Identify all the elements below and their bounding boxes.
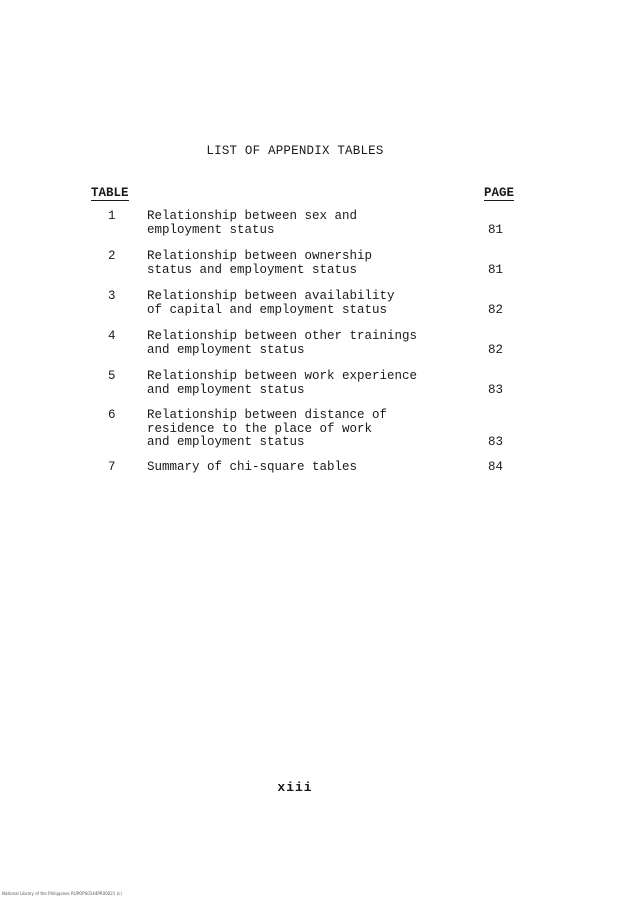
entry-line: Relationship between availability bbox=[147, 289, 395, 303]
entry-description bbox=[147, 330, 467, 357]
entry-page: 82 bbox=[488, 303, 504, 317]
entry-line: Relationship between other trainings bbox=[147, 329, 418, 343]
entry-description bbox=[147, 210, 467, 237]
entry-description bbox=[147, 370, 467, 397]
entry-line: Relationship between sex and bbox=[147, 209, 358, 223]
entry-page: 81 bbox=[488, 263, 504, 277]
page-title: LIST OF APPENDIX TABLES bbox=[206, 144, 384, 158]
entry-description bbox=[147, 461, 467, 475]
entry-number: 3 bbox=[108, 289, 116, 303]
entry-number: 2 bbox=[108, 249, 116, 263]
page-number: xiii bbox=[277, 780, 313, 795]
entry-page: 84 bbox=[488, 460, 504, 474]
entry-page: 82 bbox=[488, 343, 504, 357]
entry-description bbox=[147, 290, 467, 317]
entry-line: Relationship between distance of bbox=[147, 408, 388, 422]
entry-line: status and employment status bbox=[147, 262, 358, 277]
entry-line: and employment status bbox=[147, 382, 305, 397]
entry-line: employment status bbox=[147, 222, 275, 237]
entry-line: and employment status bbox=[147, 435, 305, 449]
page-column-header: PAGE bbox=[484, 186, 515, 200]
entry-line: Relationship between work experience bbox=[147, 369, 418, 383]
entry-description bbox=[147, 250, 467, 277]
entry-page: 83 bbox=[488, 435, 504, 449]
entry-line: of capital and employment status bbox=[147, 302, 388, 317]
entry-description bbox=[147, 409, 467, 450]
entry-page: 83 bbox=[488, 383, 504, 397]
entry-number: 7 bbox=[108, 460, 116, 474]
entry-page: 81 bbox=[488, 223, 504, 237]
entry-line: Relationship between ownership bbox=[147, 249, 373, 263]
table-column-header: TABLE bbox=[91, 186, 129, 200]
entry-line: Summary of chi-square tables bbox=[147, 460, 358, 474]
archive-footer-note: National Library of the Philippines RUPOPS0144PR00021 (c) bbox=[2, 891, 122, 896]
entry-line: residence to the place of work bbox=[147, 421, 373, 436]
entry-line: and employment status bbox=[147, 342, 305, 357]
entry-number: 1 bbox=[108, 209, 116, 223]
entry-number: 4 bbox=[108, 329, 116, 343]
entry-number: 5 bbox=[108, 369, 116, 383]
entry-number: 6 bbox=[108, 408, 116, 422]
